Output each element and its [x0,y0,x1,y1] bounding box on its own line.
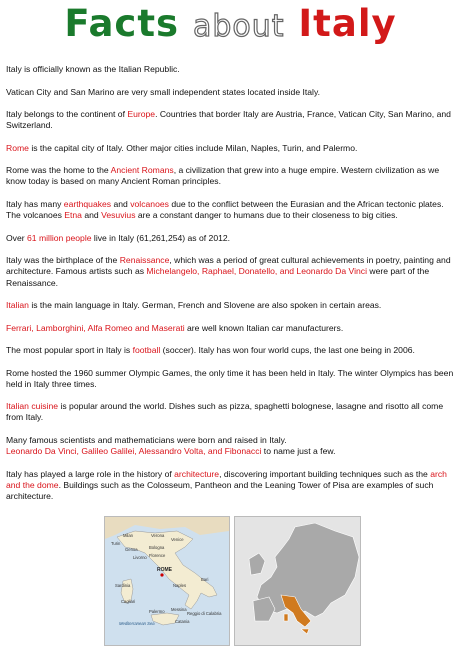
fact-ancient-romans: Rome was the home to the Ancient Romans, a civilization that grew into a huge empire. Western civilization as we know today is based on many Ancient Roman principles. [6,165,440,187]
map-label-rome: ROME [157,567,172,573]
map-label-bologna: Bologna [149,545,165,550]
link-population[interactable]: 61 million people [27,232,92,243]
map-label-turin: Turin [111,541,121,546]
link-artists[interactable]: Michelangelo, Raphael, Donatello, and Leonardo Da Vinci [146,266,367,277]
europe-locator-map [234,516,361,646]
link-etna[interactable]: Etna [64,210,82,221]
facts-list [6,64,458,514]
map-label-reggio: Reggio di Calabria [187,611,222,616]
map-label-bari: Bari [201,577,209,582]
link-europe[interactable]: Europe [127,109,156,119]
map-label-sardinia: Sardinia [115,583,131,588]
link-earthquakes[interactable]: earthquakes [63,198,112,209]
fact-official-name: Italy is officially known as the Italian Republic. [6,64,180,74]
link-rome[interactable]: Rome [6,142,29,153]
map-label-palermo: Palermo [149,609,165,614]
fact-population: Over 61 million people live in Italy (61,261,254) as of 2012. [6,232,231,243]
link-italian[interactable]: Italian [6,300,29,311]
map-label-verona: Verona [151,533,165,538]
title-facts: Facts [64,2,180,45]
map-label-medsea: Mediterranean Sea [119,621,155,626]
link-vesuvius[interactable]: Vesuvius [101,210,136,221]
link-car-makers[interactable]: Ferrari, Lamborghini, Alfa Romeo and Maserati [6,322,185,333]
fact-capital: Rome is the capital city of Italy. Other major cities include Milan, Naples, Turin, and Palermo. [6,142,358,153]
map-label-milan: Milan [123,533,134,538]
map-label-messina: Messina [171,607,187,612]
fact-cuisine: Italian cuisine is popular around the world. Dishes such as pizza, spaghetti bolognese, lasagne and risotto all come from Italy. [6,401,444,423]
maps-section [104,516,359,644]
fact-scientists: Many famous scientists and mathematicians were born and raised in Italy. Leonardo Da Vinci, Galileo Galilei, Alessandro Volta, and Fibonacci to name just a few. [6,434,336,457]
map-label-cagliari: Cagliari [121,599,136,604]
title-italy: Italy [298,2,397,45]
fact-sport: The most popular sport in Italy is football (soccer). Italy has won four world cups, the last one being in 2006. [6,345,415,356]
page-title [0,2,461,49]
map-label-florence: Florence [149,553,166,558]
map-label-catania: Catania [175,619,190,624]
link-ancient-romans[interactable]: Ancient Romans [110,165,174,176]
fact-renaissance: Italy was the birthplace of the Renaissance, which was a period of great cultural achievements in poetry, painting and architecture. Famous artists such as Michelangelo, Raphael, Donatello, and Leonardo Da Vinci were part of the Renaissance. [6,255,451,288]
link-scientists[interactable]: Leonardo Da Vinci, Galileo Galilei, Alessandro Volta, and Fibonacci [6,446,262,457]
map-label-venice: Venice [171,537,184,542]
title-about: about [192,9,285,44]
fact-language: Italian is the main language in Italy. German, French and Slovene are also spoken in certain areas. [6,300,382,311]
link-cuisine[interactable]: Italian cuisine [6,401,59,412]
link-renaissance[interactable]: Renaissance [119,255,170,266]
link-football[interactable]: football [132,345,161,356]
map-label-naples: Naples [173,583,187,588]
link-architecture[interactable]: architecture [174,468,220,479]
fact-architecture: Italy has played a large role in the history of architecture, discovering important building techniques such as the arch and the dome. Buildings such as the Colosseum, Pantheon and the Leaning Tower of Pisa are examples of such architecture. [6,468,447,502]
italy-city-map [104,516,230,646]
europe-map-graphic [235,517,360,645]
map-label-genoa: Genoa [125,547,138,552]
fact-olympics: Rome hosted the 1960 summer Olympic Games, the only time it has been held in Italy. The winter Olympics has been held in Italy three times. [6,367,454,389]
fact-cars: Ferrari, Lamborghini, Alfa Romeo and Maserati are well known Italian car manufacturers. [6,322,344,333]
link-volcanoes[interactable]: volcanoes [130,198,169,209]
link-arch-dome[interactable]: arch and the dome [6,468,447,490]
map-label-livorno: Livorno [133,555,147,560]
fact-continent: Italy belongs to the continent of Europe. Countries that border Italy are Austria, France, Vatican City, San Marino, and Switzerland. [6,109,451,131]
fact-volcanoes: Italy has many earthquakes and volcanoes due to the conflict between the Eurasian and the African tectonic plates. The volcanoes Etna and Vesuvius are a constant danger to humans due to their closeness to big cities. [6,198,444,221]
fact-small-states: Vatican City and San Marino are very small independent states located inside Italy. [6,86,320,97]
